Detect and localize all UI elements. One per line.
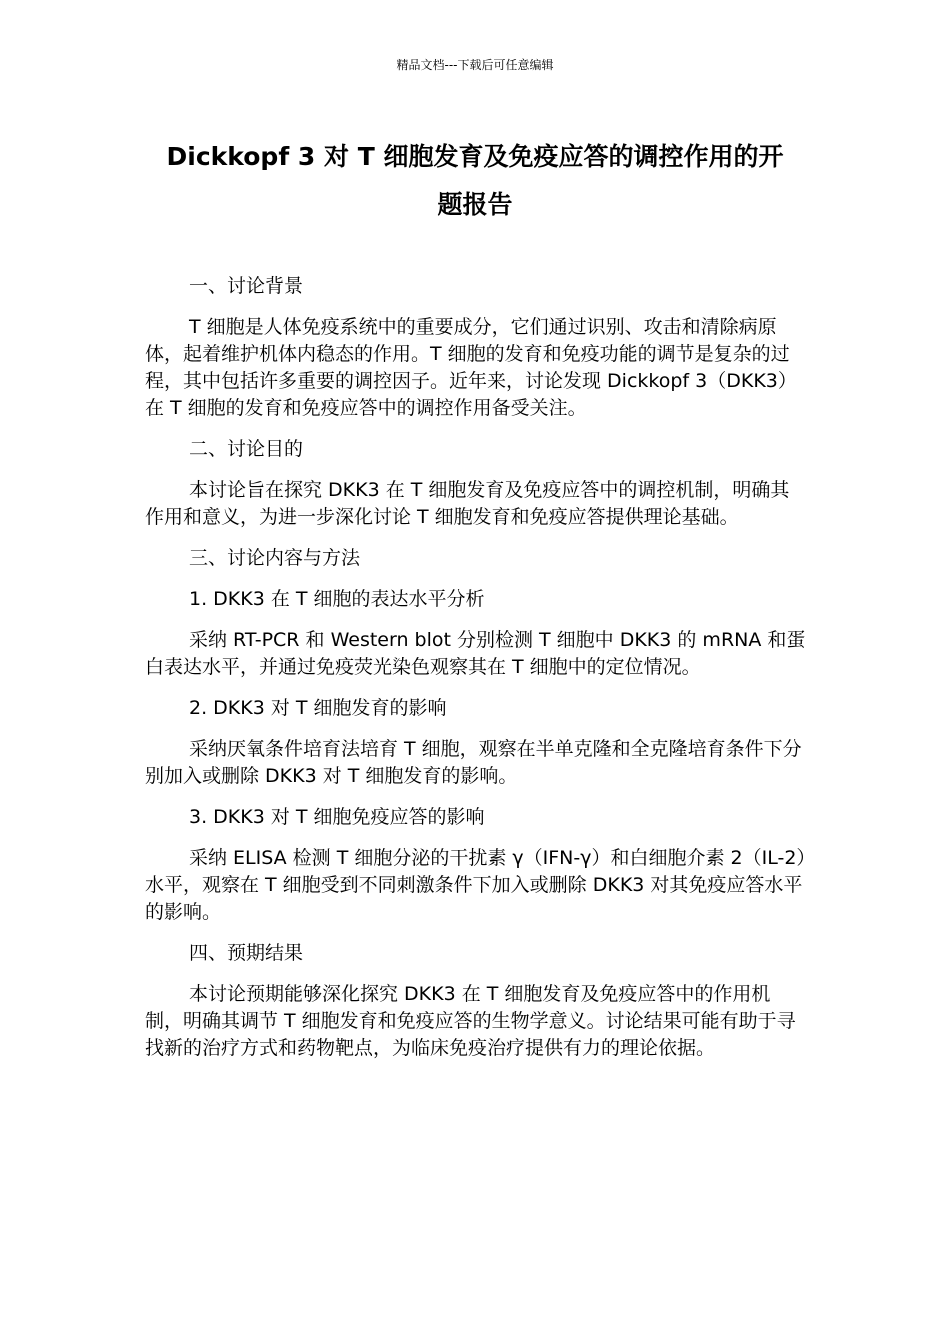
title-line-2: 题报告 <box>437 190 513 219</box>
paragraph-expression-analysis: 采纳 RT-PCR 和 Western blot 分别检测 T 细胞中 DKK3 的 mRNA 和蛋白表达水平，并通过免疫荧光染色观察其在 T 细胞中的定位情况。 <box>145 629 806 678</box>
paragraph-immune-response-effect: 采纳 ELISA 检测 T 细胞分泌的干扰素 γ（IFN-γ）和白细胞介素 2（IL-2）水平，观察在 T 细胞受到不同刺激条件下加入或删除 DKK3 对其免疫应答水平的影响。 <box>145 847 806 923</box>
page-header-note: 精品文档---下载后可任意编辑 <box>396 58 554 72</box>
paragraph-background: T 细胞是人体免疫系统中的重要成分，它们通过识别、攻击和清除病原体，起着维护机体内稳态的作用。T 细胞的发育和免疫功能的调节是复杂的过程，其中包括许多重要的调控因子。近年来，讨论发现 Dickkopf 3（DKK3）在 T 细胞的发育和免疫应答中的调控作用备受关注。 <box>145 316 797 419</box>
subheading-expression-analysis: 1. DKK3 在 T 细胞的表达水平分析 <box>189 588 485 610</box>
subheading-development-effect: 2. DKK3 对 T 细胞发育的影响 <box>189 697 447 719</box>
document-title <box>135 133 815 229</box>
section-heading-content-methods: 三、讨论内容与方法 <box>189 547 361 569</box>
section-heading-expected-results: 四、预期结果 <box>189 942 304 964</box>
section-heading-background: 一、讨论背景 <box>189 275 304 297</box>
section-heading-purpose: 二、讨论目的 <box>189 438 304 460</box>
document-body <box>145 273 807 1076</box>
paragraph-purpose: 本讨论旨在探究 DKK3 在 T 细胞发育及免疫应答中的调控机制，明确其作用和意义，为进一步深化讨论 T 细胞发育和免疫应答提供理论基础。 <box>145 479 790 528</box>
paragraph-development-effect: 采纳厌氧条件培育法培育 T 细胞，观察在半单克隆和全克隆培育条件下分别加入或删除 DKK3 对 T 细胞发育的影响。 <box>145 738 802 787</box>
paragraph-expected-results: 本讨论预期能够深化探究 DKK3 在 T 细胞发育及免疫应答中的作用机制，明确其调节 T 细胞发育和免疫应答的生物学意义。讨论结果可能有助于寻找新的治疗方式和药物靶点，为临床免疫治疗提供有力的理论依据。 <box>145 983 796 1059</box>
subheading-immune-response-effect: 3. DKK3 对 T 细胞免疫应答的影响 <box>189 806 485 828</box>
title-line-1: Dickkopf 3 对 T 细胞发育及免疫应答的调控作用的开 <box>166 142 784 171</box>
